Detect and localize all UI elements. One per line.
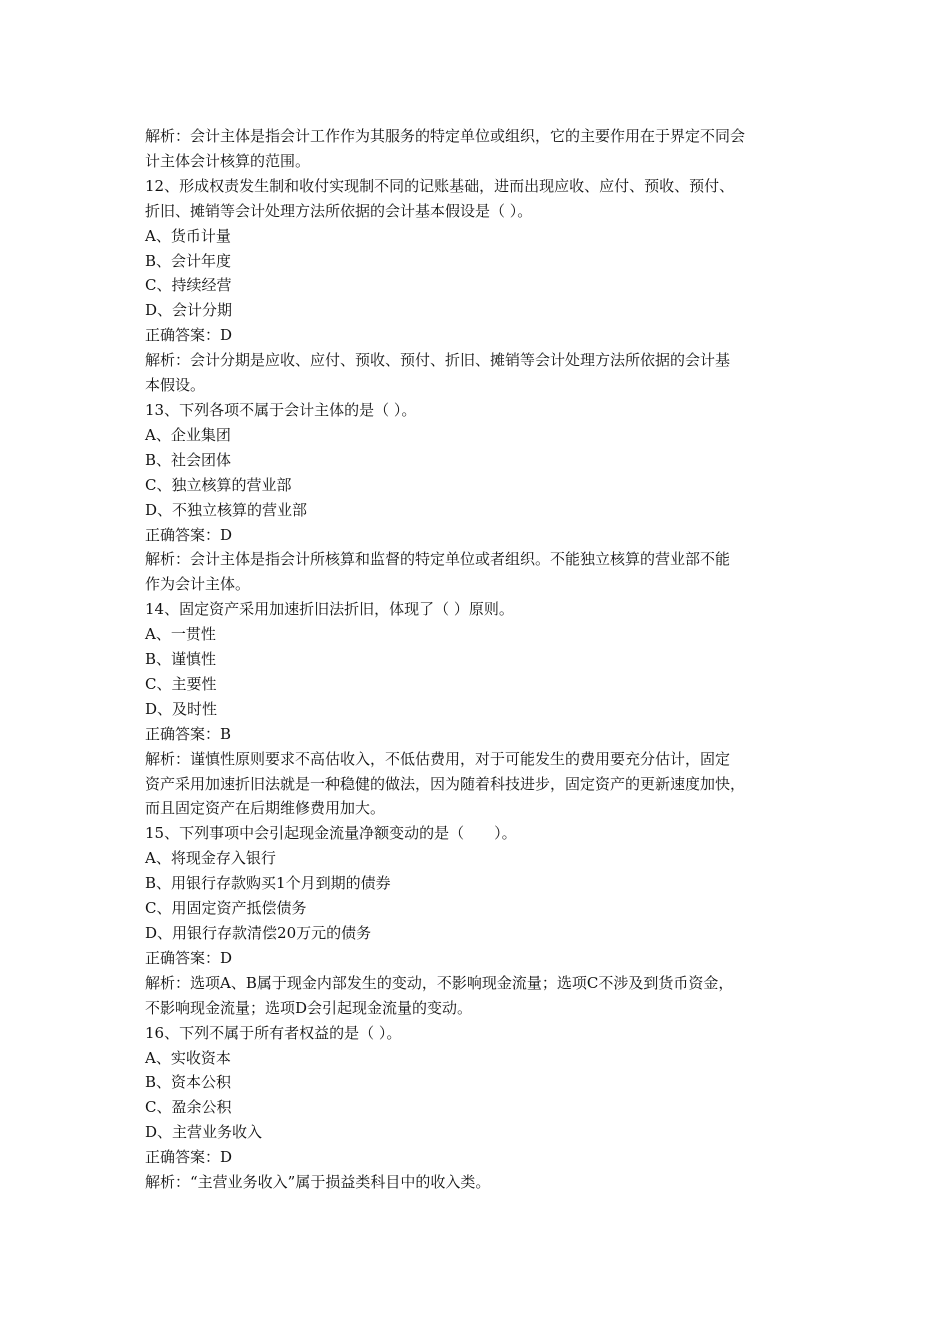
correct-answer: 正确答案：D (145, 525, 233, 544)
explanation: 解析：选项A、B属于现金内部发生的变动，不影响现金流量；选项C不涉及到货币资金， (145, 973, 734, 992)
option-d: D、用银行存款清偿20万元的债务 (145, 924, 372, 942)
option-d: D、会计分期 (145, 301, 233, 320)
option-d: D、不独立核算的营业部 (145, 500, 308, 519)
explanation: 解析：“主营业务收入”属于损益类科目中的收入类。 (145, 1173, 491, 1192)
correct-answer: 正确答案：D (145, 1148, 233, 1167)
explanation: 而且固定资产在后期维修费用加大。 (145, 799, 386, 818)
document-page (145, 124, 815, 1195)
option-b: B、会计年度 (145, 251, 232, 270)
correct-answer: 正确答案：D (145, 948, 233, 967)
explanation: 作为会计主体。 (145, 575, 251, 594)
option-c: C、持续经营 (145, 276, 232, 295)
question-14-stem: 14、固定资产采用加速折旧法折旧，体现了（ ）原则。 (145, 600, 514, 619)
option-a: A、实收资本 (145, 1048, 231, 1067)
option-c: C、独立核算的营业部 (145, 475, 292, 494)
option-b: B、资本公积 (145, 1073, 232, 1092)
option-a: A、货币计量 (145, 226, 231, 245)
question-12-stem: 12、形成权责发生制和收付实现制不同的记账基础，进而出现应收、应付、预收、预付、 (145, 176, 735, 195)
option-b: B、谨慎性 (145, 650, 217, 669)
explanation: 解析：会计分期是应收、应付、预收、预付、折旧、摊销等会计处理方法所依据的会计基 (145, 351, 731, 370)
explanation: 解析：会计主体是指会计所核算和监督的特定单位或者组织。不能独立核算的营业部不能 (145, 550, 731, 569)
text-line: 计主体会计核算的范围。 (145, 151, 311, 170)
question-13-stem: 13、下列各项不属于会计主体的是（ ）。 (145, 400, 417, 419)
explanation: 本假设。 (145, 376, 206, 395)
option-d: D、主营业务收入 (145, 1123, 263, 1142)
option-b: B、社会团体 (145, 450, 232, 469)
explanation: 资产采用加速折旧法就是一种稳健的做法，因为随着科技进步，固定资产的更新速度加快， (145, 774, 746, 793)
option-a: A、企业集团 (145, 425, 231, 444)
question-15-stem: 15、下列事项中会引起现金流量净额变动的是（ ）。 (145, 824, 517, 843)
correct-answer: 正确答案：B (145, 724, 232, 743)
correct-answer: 正确答案：D (145, 326, 233, 345)
option-a: A、将现金存入银行 (145, 849, 276, 868)
question-12-stem: 折旧、摊销等会计处理方法所依据的会计基本假设是（ ）。 (145, 201, 533, 220)
option-c: C、盈余公积 (145, 1098, 232, 1117)
option-c: C、主要性 (145, 674, 217, 693)
text-line: 解析：会计主体是指会计工作作为其服务的特定单位或组织，它的主要作用在于界定不同会 (145, 127, 746, 145)
explanation: 不影响现金流量；选项D会引起现金流量的变动。 (145, 998, 473, 1017)
option-a: A、一贯性 (145, 625, 216, 644)
option-c: C、用固定资产抵偿债务 (145, 899, 307, 918)
option-b: B、用银行存款购买1个月到期的债券 (145, 874, 391, 893)
question-16-stem: 16、下列不属于所有者权益的是（ ）。 (145, 1023, 402, 1042)
option-d: D、及时性 (145, 699, 218, 718)
explanation: 解析：谨慎性原则要求不高估收入，不低估费用，对于可能发生的费用要充分估计，固定 (145, 749, 731, 768)
